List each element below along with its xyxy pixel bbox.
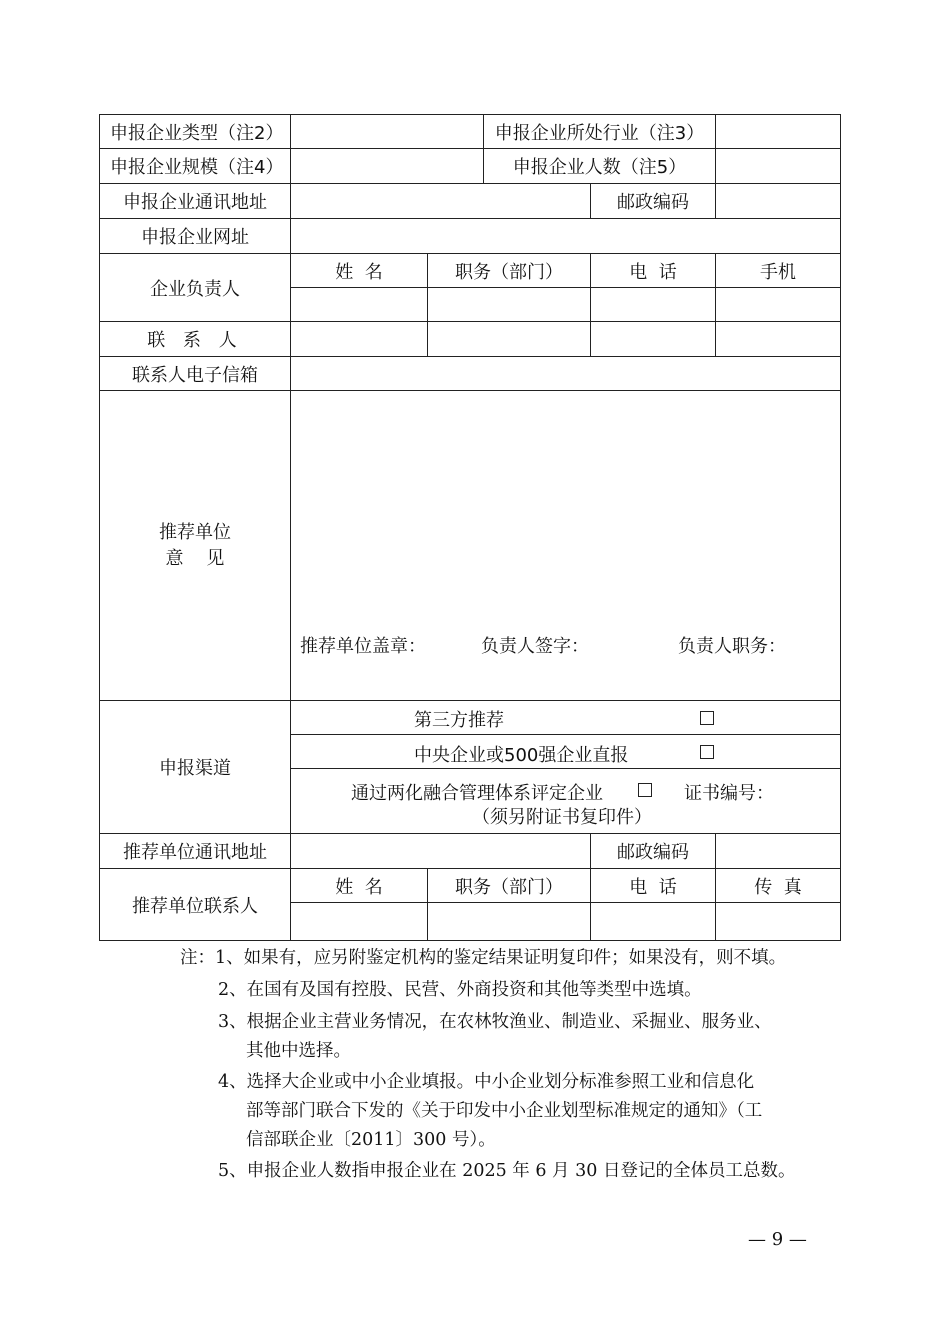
enterprise-headcount-label: 申报企业人数（注5） [483,148,716,184]
certificate-number-label: 证书编号： [684,783,774,804]
recommender-contact-label: 推荐单位联系人 [99,868,291,941]
contact-email-label: 联系人电子信箱 [99,356,291,391]
note-2: 2、在国有及国有控股、民营、外商投资和其他等类型中选填。 [218,980,702,1000]
note-4-line1: 4、选择大企业或中小企业填报。中小企业划分标准参照工业和信息化 [218,1072,755,1092]
channel-option2-text: 中央企业或500强企业直报 [414,745,629,766]
contacts-col-mobile: 手机 [715,253,841,288]
recommender-col-phone: 电 话 [590,868,716,903]
contacts-col-position: 职务（部门） [427,253,591,288]
head-position-label: 负责人职务： [678,636,786,657]
recommender-seal-label: 推荐单位盖章： [300,636,426,657]
note-3-line2: 其他中选择。 [246,1041,351,1061]
enterprise-type-label: 申报企业类型（注2） [99,114,291,149]
recommender-address-label: 推荐单位通讯地址 [99,833,291,869]
enterprise-industry-label: 申报企业所处行业（注3） [483,114,716,149]
contact-person-label: 联 系 人 [99,321,291,357]
recommender-col-position: 职务（部门） [427,868,591,903]
contacts-col-name: 姓 名 [290,253,428,288]
recommender-postcode-label: 邮政编码 [590,833,716,869]
enterprise-address-label: 申报企业通讯地址 [99,183,291,219]
opinion-label-line2: 意 见 [165,547,225,569]
channel-option1-text: 第三方推荐 [414,710,504,731]
contacts-col-phone: 电 话 [590,253,716,288]
enterprise-website-label: 申报企业网址 [99,218,291,254]
note-3-line1: 3、根据企业主营业务情况，在农林牧渔业、制造业、采掘业、服务业、 [218,1012,772,1032]
enterprise-postcode-label: 邮政编码 [590,183,716,219]
enterprise-head-label: 企业负责人 [99,253,291,322]
opinion-label-line1: 推荐单位 [159,521,231,543]
enterprise-scale-label: 申报企业规模（注4） [99,148,291,184]
channel-option3-text: 通过两化融合管理体系评定企业 [351,783,603,804]
note-1: 注：1、如果有，应另附鉴定机构的鉴定结果证明复印件；如果没有，则不填。 [180,948,787,968]
note-5: 5、申报企业人数指申报企业在 2025 年 6 月 30 日登记的全体员工总数。 [218,1161,796,1181]
note-4-line2: 部等部门联合下发的《关于印发中小企业划型标准规定的通知》（工 [246,1101,763,1121]
recommender-col-name: 姓 名 [290,868,428,903]
channel-option3-note: （须另附证书复印件） [472,807,652,828]
application-channel-label: 申报渠道 [99,700,291,834]
head-signature-label: 负责人签字： [481,636,589,657]
page-number: — 9 — [748,1229,807,1250]
recommender-col-fax: 传 真 [715,868,841,903]
note-4-line3: 信部联企业〔2011〕300 号）。 [246,1130,496,1150]
